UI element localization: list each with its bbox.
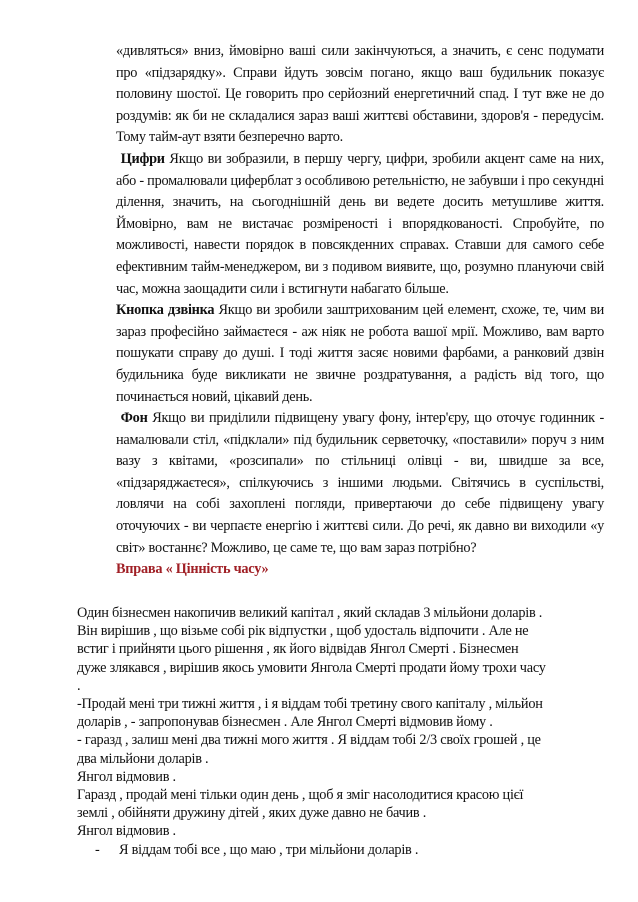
story-line: Один бізнесмен накопичив великий капітал , який складав 3 мільйони доларів . <box>77 605 543 621</box>
keyword-digits: Цифри <box>120 150 165 167</box>
analysis-section <box>116 41 604 581</box>
paragraph-energy: «дивляться» вниз, ймовірно ваші сили закінчуються, а значить, є сенс подумати про «підзарядку». Справи йдуть зовсім погано, якщо ваш будильник показує половину шостої. Це говорить про серйозний енергетичний спад. І тут вже не до роздумів: як би не складалися зараз ваші життєві обставини, здоров'я - передусім. Тому тайм-аут взяти безперечно варто. <box>116 43 604 146</box>
story-line: два мільйони доларів . <box>77 750 209 767</box>
paragraph-background: Фон Якщо ви приділили підвищену увагу фону, інтер'єру, що оточує годинник - намалювали стіл, «підклали» під будильник серветочку, «поставили» поруч з ним вазу з квітами, «розсипали» по стільниці олівці - ви, швидше за все, «підзаряджаєтеся», спілкуючись з іншими людьми. Світячись в суспільстві, ловлячи на собі захоплені погляди, привертаючи до себе підвищену увагу оточуючих - ви черпаєте енергію і життєві сили. До речі, як давно ви виходили «у світ» востаннє? Можливо, це саме те, що вам зараз потрібно? <box>116 410 605 556</box>
story-line: - гаразд , залиш мені два тижні мого життя . Я віддам тобі 2/3 своїх грошей , це <box>77 732 541 749</box>
bullet-text: Я віддам тобі все , що маю , три мільйони доларів . <box>119 841 419 858</box>
paragraph-alarm-button: Кнопка дзвінка Якщо ви зробили заштрихованим цей елемент, схоже, те, чим ви зараз професійно займаєтеся - аж ніяк не робота вашої мрії. Можливо, вам варто пошукати справу до душі. І тоді життя засяє новими фарбами, а ранковий дзвін будильника буде викликати не звичне роздратування, а радість від того, що починається новий, цікавий день. <box>116 302 604 405</box>
story-line: Гаразд , продай мені тільки один день , щоб я зміг насолодитися красою цієї <box>77 787 524 804</box>
story-line: Янгол відмовив . <box>77 768 176 785</box>
story-line: Янгол відмовив . <box>77 823 176 840</box>
exercise-heading: Вправа « Цінність часу» <box>116 561 269 578</box>
story-line: -Продай мені три тижні життя , і я віддам тобі третину свого капіталу , мільйон <box>77 696 543 713</box>
story-line: землі , обійняти дружину дітей , яких дуже давно не бачив . <box>77 805 427 822</box>
story-line: дуже злякався , вирішив якось умовити Янгола Смерті продати йому трохи часу <box>77 659 546 676</box>
story-line: встиг і прийняти цього рішення , як його відвідав Янгол Смерті . Бізнесмен <box>77 641 519 658</box>
keyword-background: Фон <box>120 410 148 427</box>
story-section <box>77 604 604 859</box>
paragraph-digits: Цифри Якщо ви зобразили, в першу чергу, цифри, зробили акцент саме на них, або - промалювали циферблат з особливою ретельністю, не забувши і про секундні ділення, значить, на сьогоднішній день ви ведете досить метушливе життя. Ймовірно, вам не вистачає розміреності і впорядкованості. Спробуйте, по можливості, навести порядок в повсякденних справах. Ставши для самого себе ефективним тайм-менеджером, ви з подивом виявите, що, розумно плануючи свій час, можна заощадити сили і встигнути набагато більше. <box>116 150 604 297</box>
bullet-dash: - <box>95 841 100 858</box>
keyword-alarm-button: Кнопка дзвінка <box>116 302 215 319</box>
story-line: доларів , - запропонував бізнесмен . Але Янгол Смерті відмовив йому . <box>77 714 493 731</box>
story-line: . <box>77 677 81 694</box>
story-line: Він вирішив , що візьме собі рік відпустки , щоб удосталь відпочити . Але не <box>77 623 529 640</box>
bullet-item <box>77 841 604 859</box>
